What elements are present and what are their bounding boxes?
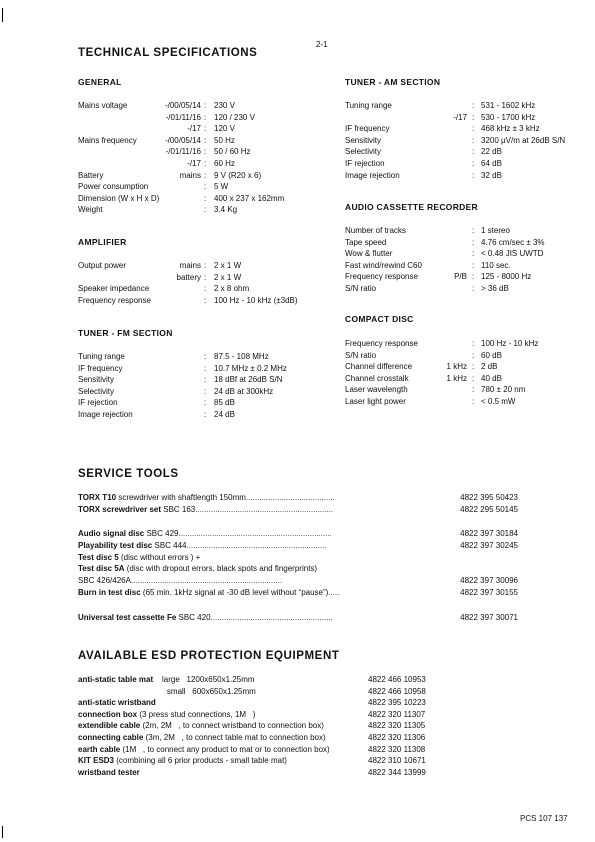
spec-colon: : (204, 182, 207, 192)
spec-qualifier: mains (179, 261, 201, 270)
tool-item (78, 612, 518, 624)
spec-value: 125 - 8000 Hz (481, 272, 532, 282)
spec-row (78, 363, 338, 374)
esd-list (78, 674, 498, 778)
cassette-heading: AUDIO CASSETTE RECORDER (345, 202, 478, 212)
spec-row (78, 135, 338, 146)
spec-colon: : (204, 147, 207, 157)
esd-name: anti-static wristband (78, 698, 156, 708)
spec-row (345, 146, 565, 157)
spec-label: Tuning range (78, 352, 125, 361)
spec-colon: : (472, 226, 475, 235)
spec-label: Sensitivity (345, 135, 382, 145)
spec-colon: : (472, 124, 475, 134)
spec-colon: : (204, 159, 207, 168)
spec-qualifier: battery (176, 272, 201, 282)
spec-colon: : (204, 363, 207, 373)
spec-colon: : (472, 159, 475, 168)
esd-description: (3m, 2M , to connect table mat to connection box) (143, 732, 326, 742)
spec-label: Speaker impedance (78, 284, 150, 294)
tool-item (78, 587, 518, 599)
spec-label: Mains frequency (78, 135, 137, 145)
spec-colon: : (472, 170, 475, 180)
spec-label: Frequency response (78, 295, 151, 305)
spec-label: Selectivity (78, 386, 115, 396)
spec-label: Tape speed (345, 237, 387, 247)
spec-label: Fast wind/rewind C60 (345, 260, 422, 270)
spec-colon: : (204, 193, 207, 203)
tool-description: SBC 420 (176, 612, 211, 622)
tool-item (78, 575, 518, 587)
part-number: 4822 466 10958 (368, 686, 426, 696)
tuner-fm-heading: TUNER - FM SECTION (78, 328, 173, 338)
spec-label: Laser wavelength (345, 385, 408, 395)
margin-mark (2, 826, 3, 838)
part-number: 4822 320 11306 (368, 732, 426, 742)
part-number: 4822 397 30071 (460, 612, 518, 622)
spec-label: Frequency response (345, 272, 418, 282)
spec-label: IF rejection (345, 159, 385, 168)
part-number: 4822 320 11307 (368, 709, 426, 719)
spec-value: 32 dB (481, 170, 502, 180)
esd-name: earth cable (78, 744, 121, 754)
part-number: 4822 397 30184 (460, 529, 518, 539)
spec-qualifier: 1 kHz (446, 373, 467, 383)
spec-row (345, 350, 565, 361)
spec-value: 60 dB (481, 350, 502, 360)
spec-label: Power consumption (78, 182, 149, 192)
spec-value: 24 dB at 300kHz (214, 386, 274, 396)
spec-value: < 0.48 JIS UWTD (481, 249, 544, 259)
spec-qualifier: -/17 (187, 124, 201, 134)
spec-row (345, 100, 565, 111)
spec-row (345, 237, 565, 248)
spec-colon: : (204, 272, 207, 282)
spec-value: < 0.5 mW (481, 397, 516, 406)
spec-value: 780 ± 20 nm (481, 385, 526, 395)
spec-qualifier: -/01/11/16 (165, 147, 201, 157)
esd-description: (combining all 6 prior products - small table mat) (114, 756, 287, 766)
part-number: 4822 310 10671 (368, 756, 426, 766)
spec-value: 18 dBf at 26dB S/N (214, 375, 283, 385)
spec-value: 530 - 1700 kHz (481, 112, 536, 122)
leader-dots: ..... (328, 587, 340, 597)
spec-colon: : (472, 362, 475, 372)
part-number: 4822 344 13999 (368, 767, 426, 777)
esd-name: anti-static table mat (78, 675, 154, 684)
spec-qualifier: mains (179, 170, 201, 180)
spec-value: 230 V (214, 101, 235, 110)
spec-label: Output power (78, 261, 127, 270)
spec-row (78, 283, 338, 294)
spec-value: 100 Hz - 10 kHz (481, 339, 539, 348)
spec-qualifier: 1 kHz (446, 362, 467, 372)
spec-row (78, 260, 338, 271)
spec-qualifier: -/17 (187, 159, 201, 168)
cd-heading: COMPACT DISC (345, 314, 414, 324)
service-tools-list (78, 492, 518, 623)
spec-value: 3.4 Kg (214, 205, 238, 215)
esd-name: connecting cable (78, 732, 144, 742)
spec-row (345, 373, 565, 384)
tool-name: TORX screwdriver set (78, 504, 162, 514)
tool-description: (disc with dropout errors, black spots and fingerprints) (124, 564, 318, 574)
spec-value: > 36 dB (481, 284, 509, 293)
spec-value: 24 dB (214, 410, 235, 419)
spec-row (345, 158, 565, 169)
spec-label: Tuning range (345, 101, 392, 110)
spec-colon: : (472, 237, 475, 247)
spec-value: 5 W (214, 182, 229, 192)
tool-item (78, 552, 518, 564)
spec-value: 64 dB (481, 159, 502, 168)
spec-row (345, 123, 565, 134)
spec-value: 1 stereo (481, 226, 510, 235)
tool-description: (65 min. 1kHz signal at -30 dB level without “pause”) (140, 587, 329, 597)
esd-item (78, 674, 498, 686)
spec-row (78, 170, 338, 181)
margin-mark (2, 8, 3, 22)
esd-name: connection box (78, 709, 138, 719)
spec-row (78, 158, 338, 169)
spec-value: 400 x 237 x 162mm (214, 193, 285, 203)
spec-value: 22 dB (481, 147, 502, 157)
esd-description: large 1200x650x1.25mm (153, 675, 255, 684)
spec-value: 2 dB (481, 362, 498, 372)
spec-row (78, 112, 338, 123)
spec-value: 2 x 1 W (214, 272, 242, 282)
spec-value: 120 / 230 V (214, 112, 255, 122)
spec-row (345, 260, 565, 271)
spec-colon: : (472, 284, 475, 293)
spec-colon: : (472, 385, 475, 395)
spec-row (78, 295, 338, 306)
spec-row (345, 271, 565, 282)
leader-dots: ..................................................................... (178, 529, 332, 539)
spec-value: 10.7 MHz ± 0.2 MHz (214, 363, 287, 373)
spec-row (78, 374, 338, 385)
spec-value: 100 Hz - 10 kHz (±3dB) (214, 295, 298, 305)
esd-description: (2m, 2M , to connect wristband to connection box) (140, 721, 324, 731)
spec-label: S/N ratio (345, 350, 377, 360)
spec-colon: : (472, 249, 475, 259)
spec-colon: : (204, 205, 207, 215)
spec-value: 120 V (214, 124, 235, 134)
document-code: PCS 107 137 (520, 814, 568, 823)
part-number: 4822 320 11305 (368, 721, 426, 731)
spec-colon: : (204, 135, 207, 145)
spec-colon: : (204, 295, 207, 305)
tool-name: Test disc 5 (78, 552, 119, 562)
tool-description: SBC 426/426A (78, 576, 131, 586)
spec-colon: : (472, 101, 475, 110)
tool-description: (disc without errors ) + (118, 552, 201, 562)
amplifier-heading: AMPLIFIER (78, 237, 127, 247)
spec-row (345, 283, 565, 294)
spec-colon: : (472, 339, 475, 348)
spec-colon: : (472, 272, 475, 282)
spec-label: Selectivity (345, 147, 382, 157)
tool-name: Burn in test disc (78, 587, 141, 597)
tool-name: Universal test cassette Fe (78, 612, 177, 622)
spec-row (78, 351, 338, 362)
spec-value: 87.5 - 108 MHz (214, 352, 269, 361)
leader-dots: ....................................................... (210, 612, 333, 622)
part-number: 4822 295 50145 (460, 504, 518, 514)
spec-label: Channel crosstalk (345, 373, 409, 383)
service-tools-title: SERVICE TOOLS (78, 468, 179, 480)
esd-description: small 600x650x1.25mm (78, 686, 256, 696)
spec-qualifier: -/00/05/14 (164, 101, 201, 110)
tool-item (78, 563, 518, 575)
spec-row (78, 409, 338, 420)
spec-label: IF rejection (78, 398, 118, 408)
spec-value: 4.76 cm/sec ± 3% (481, 237, 545, 247)
tool-name: TORX T10 (78, 493, 117, 502)
esd-item (78, 720, 498, 732)
spec-value: 2 x 8 ohm (214, 284, 250, 294)
spec-label: Battery (78, 170, 104, 180)
spec-row (345, 135, 565, 146)
spec-label: Image rejection (78, 410, 133, 419)
tool-item (78, 504, 518, 516)
spec-colon: : (204, 170, 207, 180)
spec-colon: : (204, 410, 207, 419)
spec-label: Image rejection (345, 170, 400, 180)
tool-description: screwdriver with shaftlength 150mm (116, 493, 246, 502)
spec-row (78, 386, 338, 397)
spec-row (345, 361, 565, 372)
spec-value: 50 Hz (214, 135, 235, 145)
spec-row (345, 248, 565, 259)
spec-colon: : (472, 397, 475, 406)
spec-row (78, 204, 338, 215)
spec-colon: : (472, 350, 475, 360)
spec-label: Mains voltage (78, 101, 128, 110)
page-title: TECHNICAL SPECIFICATIONS (78, 47, 258, 59)
page-number: 2-1 (316, 40, 328, 49)
spec-colon: : (204, 261, 207, 270)
tool-name: Test disc 5A (78, 564, 125, 574)
esd-name: wristband tester (78, 767, 140, 777)
spec-label: Weight (78, 205, 103, 215)
spec-row (78, 272, 338, 283)
spec-value: 60 Hz (214, 159, 235, 168)
spec-value: 50 / 60 Hz (214, 147, 251, 157)
esd-item (78, 697, 498, 709)
spec-value: 468 kHz ± 3 kHz (481, 124, 540, 134)
spec-row (345, 338, 565, 349)
esd-item (78, 767, 498, 779)
tool-description: SBC 444 (152, 541, 187, 551)
spec-value: 85 dB (214, 398, 235, 408)
spec-value: 110 sec. (481, 260, 511, 270)
spec-label: IF frequency (345, 124, 390, 134)
spec-row (78, 146, 338, 157)
spec-row (78, 123, 338, 134)
part-number: 4822 397 30245 (460, 541, 518, 551)
spec-qualifier: P/B (454, 272, 467, 282)
tool-item (78, 492, 518, 504)
spec-row (78, 397, 338, 408)
spec-value: 3200 µV/m at 26dB S/N (481, 135, 566, 145)
spec-row (78, 100, 338, 111)
spec-label: Frequency response (345, 339, 418, 348)
spec-row (345, 384, 565, 395)
general-heading: GENERAL (78, 77, 122, 87)
spec-colon: : (204, 101, 207, 110)
spec-colon: : (204, 284, 207, 294)
spec-value: 2 x 1 W (214, 261, 242, 270)
spec-label: Channel difference (345, 362, 413, 372)
esd-item (78, 732, 498, 744)
tool-item (78, 540, 518, 552)
esd-title: AVAILABLE ESD PROTECTION EQUIPMENT (78, 650, 340, 662)
esd-description: (1M , to connect any product to mat or to connection box) (120, 744, 330, 754)
spec-colon: : (472, 260, 475, 270)
spec-colon: : (204, 124, 207, 134)
spec-label: Sensitivity (78, 375, 115, 385)
tool-name: Playability test disc (78, 541, 153, 551)
spec-qualifier: -/17 (453, 112, 467, 122)
spec-colon: : (472, 135, 475, 145)
esd-item (78, 686, 498, 698)
spec-colon: : (472, 373, 475, 383)
spec-colon: : (204, 352, 207, 361)
spec-label: Laser light power (345, 397, 406, 406)
esd-item (78, 744, 498, 756)
esd-name: KIT ESD3 (78, 756, 115, 766)
spec-colon: : (204, 375, 207, 385)
spec-row (78, 193, 338, 204)
leader-dots: ........................................ (245, 493, 335, 502)
part-number: 4822 320 11308 (368, 744, 426, 754)
spec-value: 9 V (R20 x 6) (214, 170, 262, 180)
spec-label: S/N ratio (345, 284, 377, 293)
tuner-am-heading: TUNER - AM SECTION (345, 77, 441, 87)
esd-item (78, 709, 498, 721)
leader-dots: .................................................................... (130, 576, 283, 586)
esd-description: (3 press stud connections, 1M ) (137, 709, 256, 719)
spec-label: Wow & flutter (345, 249, 393, 259)
spec-qualifier: -/00/05/14 (164, 135, 201, 145)
esd-item (78, 755, 498, 767)
part-number: 4822 397 30096 (460, 576, 518, 586)
tool-description: SBC 429 (144, 529, 179, 539)
spec-colon: : (204, 386, 207, 396)
part-number: 4822 397 30155 (460, 587, 518, 597)
spec-qualifier: -/01/11/16 (165, 112, 201, 122)
spec-row (78, 181, 338, 192)
part-number: 4822 395 50423 (460, 493, 518, 502)
tool-item (78, 528, 518, 540)
spec-colon: : (472, 147, 475, 157)
part-number: 4822 466 10953 (368, 675, 426, 684)
spec-colon: : (472, 112, 475, 122)
spec-row (345, 112, 565, 123)
tool-name: Audio signal disc (78, 529, 145, 539)
tool-description: SBC 163 (161, 504, 196, 514)
spec-value: 40 dB (481, 373, 502, 383)
spec-label: Number of tracks (345, 226, 406, 235)
leader-dots: .............................................................. (195, 504, 334, 514)
esd-name: extendible cable (78, 721, 141, 731)
spec-label: Dimension (W x H x D) (78, 193, 160, 203)
spec-value: 531 - 1602 kHz (481, 101, 536, 110)
part-number: 4822 395 10223 (368, 698, 426, 708)
spec-row (345, 225, 565, 236)
spec-row (345, 396, 565, 407)
spec-label: IF frequency (78, 363, 123, 373)
leader-dots: ............................................................... (186, 541, 327, 551)
spec-colon: : (204, 112, 207, 122)
spec-colon: : (204, 398, 207, 408)
spec-row (345, 170, 565, 181)
